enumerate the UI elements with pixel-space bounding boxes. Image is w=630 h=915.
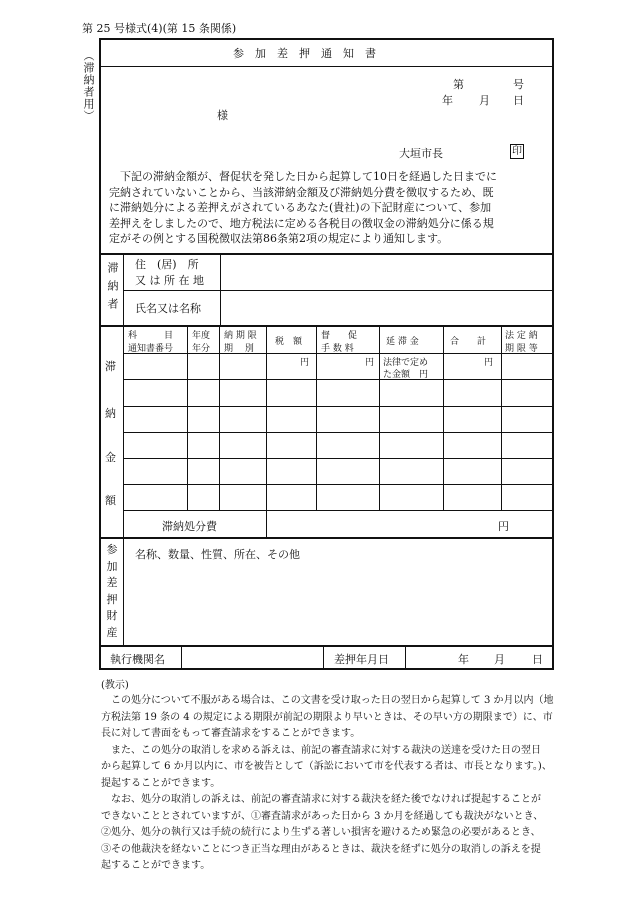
- unit-yen: 円: [484, 358, 494, 368]
- divider: [123, 484, 553, 485]
- late-charge-note-1: 法律で定め: [383, 358, 429, 368]
- divider: [123, 353, 553, 354]
- notice-line: また、この処分の取消しを求める訴えは、前記の審査請求に対する裁決の送達を受けた日の翌日: [111, 744, 541, 756]
- header-due-date: 納 期 限: [224, 331, 257, 341]
- property-section-label: 参 加 差 押 財 産: [106, 543, 118, 639]
- header-kamoku: 科 目: [128, 331, 174, 341]
- header-notice-no: 通知書番号: [128, 344, 174, 354]
- header-deadline: 期 限 等: [505, 344, 538, 354]
- divider: [100, 645, 553, 647]
- header-late-charge: 延 滞 金: [386, 337, 419, 347]
- body-line: 完納されていないことから、当該滞納金額及び滞納処分費を徴収するため、既: [109, 185, 494, 199]
- property-description-label: 名称、数量、性質、所在、その他: [135, 548, 300, 561]
- seal-mark: 印: [512, 146, 522, 157]
- header-statutory: 法 定 納: [505, 331, 538, 341]
- notice-line: この処分について不服がある場合は、この文書を受け取った日の翌日から起算して 3 か月以内（地: [111, 695, 554, 706]
- header-tax-amount: 税 額: [275, 337, 303, 347]
- doc-no-go: 号: [513, 78, 524, 91]
- executing-agency-label: 執行機関名: [110, 653, 165, 666]
- processing-fee-unit: 円: [498, 520, 509, 533]
- seizure-date-label: 差押年月日: [334, 653, 389, 666]
- side-label: （滞納者用）: [82, 50, 95, 122]
- doc-date-day: 日: [513, 94, 524, 107]
- divider: [123, 510, 553, 511]
- seizure-month: 月: [494, 653, 505, 666]
- processing-fee-label: 滞納処分費: [162, 520, 217, 533]
- notice-heading: (教示): [101, 680, 129, 691]
- divider: [323, 646, 324, 669]
- divider: [405, 646, 406, 669]
- header-period: 期 別: [224, 344, 254, 354]
- address-label-2: 又 は 所 在 地: [135, 274, 204, 287]
- seizure-year: 年: [458, 653, 469, 666]
- header-nendo: 年度: [192, 331, 211, 341]
- taxpayer-section-label: 滞納者: [106, 262, 119, 316]
- notice-text: [101, 693, 556, 875]
- amount-label-char: 額: [105, 494, 116, 507]
- notice-line: 提起することができます。: [101, 777, 221, 789]
- unit-yen: 円: [300, 358, 310, 368]
- body-line: 定がその例とする国税徴収法第86条第2項の規定により通知します。: [109, 232, 449, 245]
- notice-line: から起算して 6 か月以内に、市を被告として（訴訟において市を代表する者は、市長となります。)、: [101, 761, 552, 772]
- notice-line: ②処分、処分の執行又は手続の続行により生ずる著しい損害を避けるため緊急の必要があるとき、: [101, 827, 541, 838]
- header-total: 合 計: [450, 337, 487, 347]
- doc-no-dai: 第: [453, 78, 464, 91]
- amount-label-char: 滞: [105, 360, 116, 373]
- form-frame: [99, 38, 554, 670]
- late-charge-note-2: た金額 円: [383, 370, 429, 380]
- doc-date-year: 年: [442, 94, 453, 107]
- seizure-day: 日: [532, 653, 543, 666]
- doc-date-month: 月: [479, 94, 490, 107]
- body-line: 差押えをしましたので、地方税法に定める各税目の徴収金の滞納処分に係る規: [109, 216, 494, 230]
- header-nenbun: 年分: [192, 344, 211, 354]
- divider: [100, 66, 553, 67]
- divider: [100, 537, 553, 539]
- body-line: に滞納処分による差押えがされているあなた(貴社)の下記財産について、参加: [109, 201, 492, 214]
- divider: [123, 538, 124, 645]
- divider: [100, 325, 553, 327]
- divider: [123, 379, 553, 380]
- address-label-1: 住 (居) 所: [135, 258, 199, 271]
- issuer: 大垣市長: [399, 147, 443, 160]
- amount-label-char: 納: [105, 407, 116, 420]
- form-id: 第 25 号様式(4)(第 15 条関係): [82, 22, 237, 35]
- divider: [123, 458, 553, 459]
- unit-yen: 円: [365, 358, 375, 368]
- divider: [181, 646, 182, 669]
- header-reminder: 督 促: [321, 331, 358, 341]
- name-label: 氏名又は名称: [135, 302, 201, 315]
- divider: [123, 406, 553, 407]
- notice-line: 起することができます。: [101, 860, 211, 871]
- amount-label-char: 金: [105, 451, 116, 464]
- divider: [100, 253, 553, 255]
- notice-line: ③その他裁決を経ないことにつき正当な理由があるときは、裁決を経ずに処分の取消しの訴えを提: [101, 843, 541, 855]
- notice-line: 長に対して書面をもって審査請求をすることができます。: [101, 728, 361, 739]
- body-line: 下記の滞納金額が、督促状を発した日から起算して10日を経過した日までに: [120, 170, 497, 183]
- title: 参 加 差 押 通 知 書: [233, 47, 376, 60]
- header-fee: 手 数 料: [321, 344, 354, 354]
- notice-line: 方税法第 19 条の 4 の規定による期限が前記の期限より早いときは、その早い方の期限まで）に、市: [101, 711, 553, 723]
- divider: [123, 432, 553, 433]
- body-text: [109, 169, 549, 247]
- notice-line: できないこととされていますが、①審査請求があった日から 3 か月を経過しても裁決がないとき、: [101, 810, 544, 822]
- addressee-suffix: 様: [217, 109, 228, 122]
- divider: [123, 290, 553, 291]
- notice-line: なお、処分の取消しの訴えは、前記の審査請求に対する裁決を経た後でなければ提起することが: [111, 794, 541, 805]
